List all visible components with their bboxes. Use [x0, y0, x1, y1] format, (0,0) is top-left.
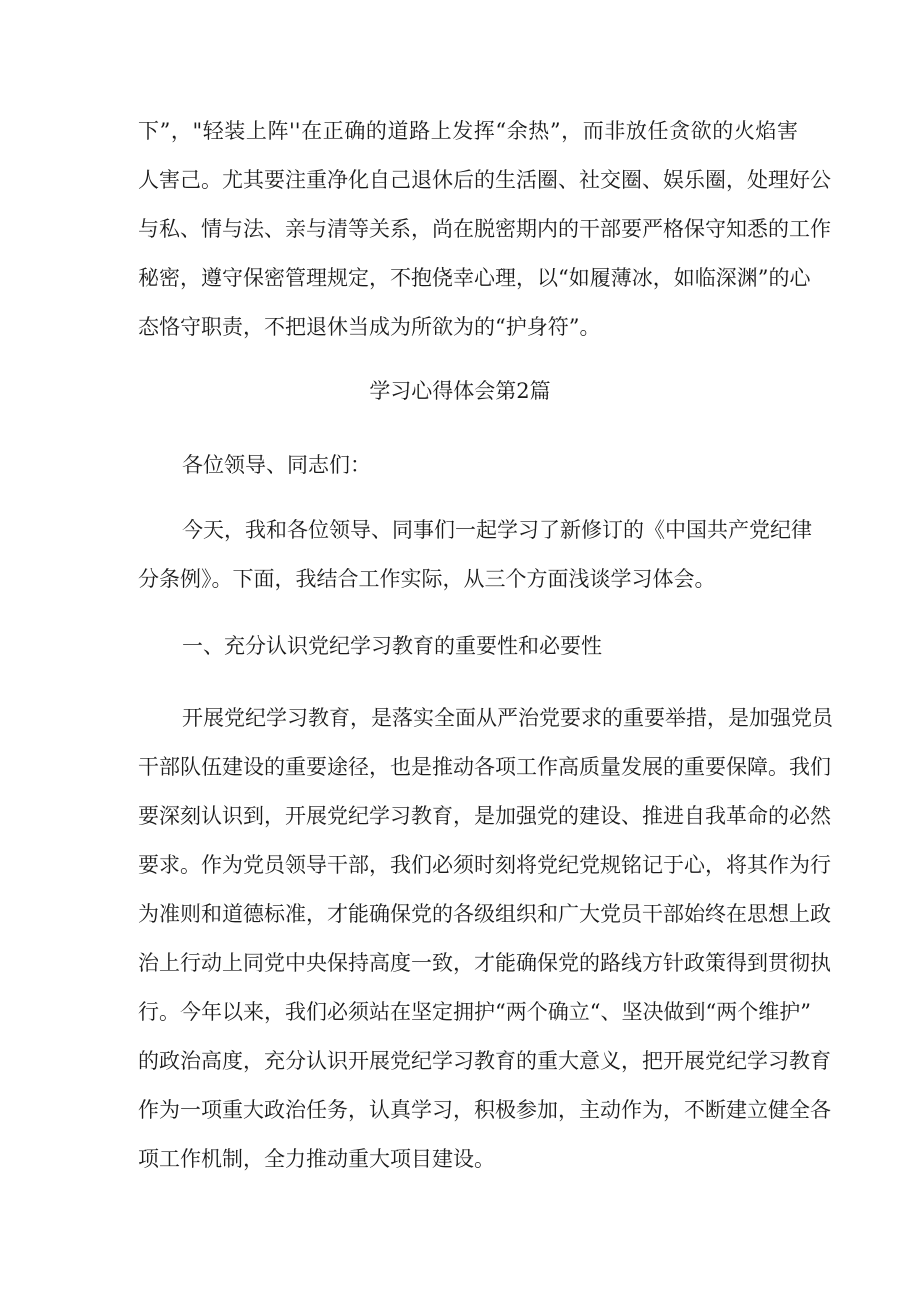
- section-paragraph-line: 项工作机制，全力推动重大项目建设。: [138, 1147, 495, 1171]
- article-title: 学习心得体会第2篇: [369, 379, 551, 403]
- section-paragraph-line: 干部队伍建设的重要途径，也是推动各项工作高质量发展的重要保障。我们: [138, 755, 831, 779]
- prev-paragraph-line: 人害己。尤其要注重净化自己退休后的生活圈、社交圈、娱乐圈，处理好公: [138, 168, 831, 192]
- section-paragraph-line: 开展党纪学习教育，是落实全面从严治党要求的重要举措，是加强党员: [182, 706, 833, 730]
- section-paragraph-line: 的政治高度，充分认识开展党纪学习教育的重大意义，把开展党纪学习教育: [138, 1049, 831, 1073]
- prev-paragraph-line: 秘密，遵守保密管理规定，不抱侥幸心理，以“如履薄冰，如临深渊”的心: [138, 266, 811, 290]
- section-paragraph-line: 要深刻认识到，开展党纪学习教育，是加强党的建设、推进自我革命的必然: [138, 804, 831, 828]
- prev-paragraph-line: 下”，"轻装上阵''在正确的道路上发挥“余热”，而非放任贪欲的火焰害: [138, 119, 798, 143]
- section-paragraph-line: 行。今年以来，我们必须站在坚定拥护“两个确立“、坚决做到“两个维护”: [138, 1000, 811, 1024]
- salutation: 各位领导、同志们：: [182, 453, 371, 477]
- section-paragraph-line: 为准则和道德标准，才能确保党的各级组织和广大党员干部始终在思想上政: [138, 902, 831, 926]
- intro-paragraph-line: 今天，我和各位领导、同事们一起学习了新修订的《中国共产党纪律: [182, 518, 812, 542]
- prev-paragraph-line: 态恪守职责，不把退休当成为所欲为的“护身符”。: [138, 315, 601, 339]
- section-paragraph-line: 作为一项重大政治任务，认真学习，积极参加，主动作为，不断建立健全各: [138, 1098, 831, 1122]
- section-title: 一、充分认识党纪学习教育的重要性和必要性: [182, 634, 602, 658]
- intro-paragraph-line: 分条例》。下面，我结合工作实际，从三个方面浅谈学习体会。: [138, 567, 716, 591]
- section-paragraph-line: 治上行动上同党中央保持高度一致，才能确保党的路线方针政策得到贯彻执: [138, 951, 831, 975]
- prev-paragraph-line: 与私、情与法、亲与清等关系，尚在脱密期内的干部要严格保守知悉的工作: [138, 217, 831, 241]
- section-paragraph-line: 要求。作为党员领导干部，我们必须时刻将党纪党规铭记于心，将其作为行: [138, 853, 831, 877]
